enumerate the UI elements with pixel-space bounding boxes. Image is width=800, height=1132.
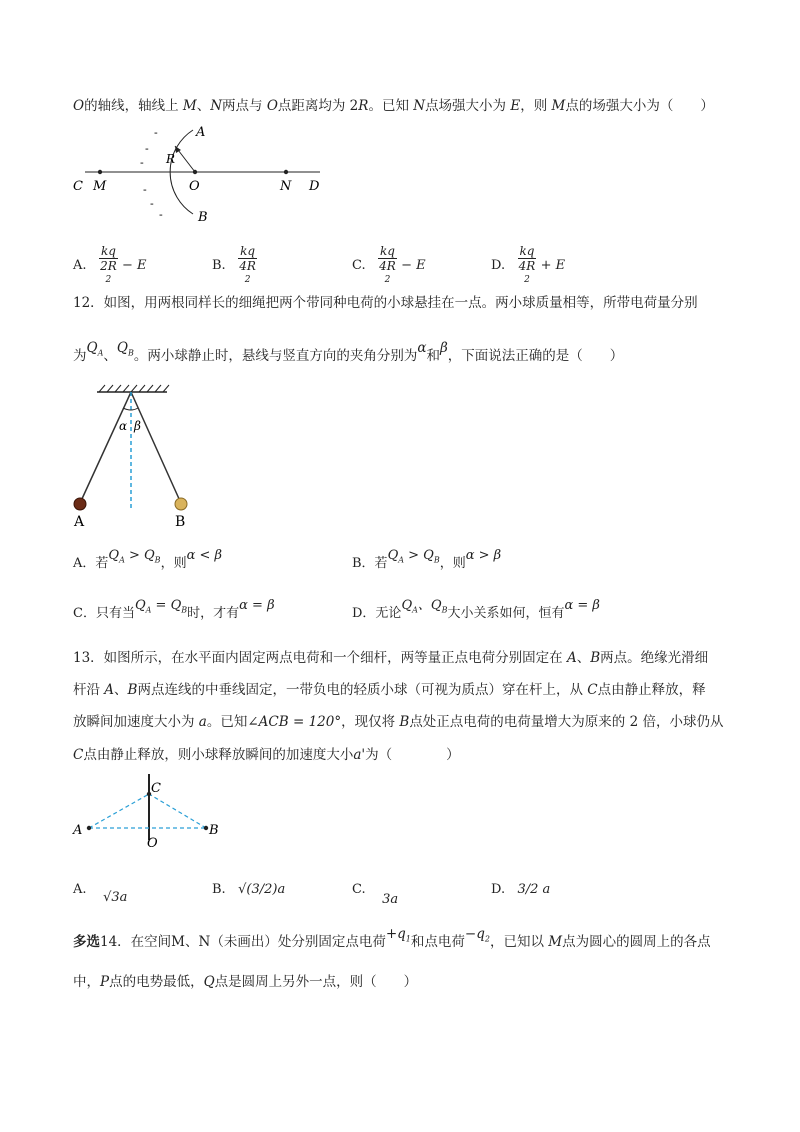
- text: 点由静止释放，释: [597, 682, 706, 698]
- label-o: O: [189, 179, 200, 194]
- result: α = β: [239, 598, 275, 613]
- text: 点场强大小为: [425, 98, 511, 114]
- label-b: B: [198, 210, 208, 225]
- option-text: C．只有当: [73, 606, 135, 621]
- text: 、: [114, 682, 128, 698]
- option-text: 大小关系如何，恒有: [447, 606, 565, 621]
- label-a: A: [73, 823, 83, 838]
- accel-a-prime: a': [353, 747, 366, 763]
- point-q: Q: [203, 974, 215, 990]
- condition: $Q_A > Q_B$: [387, 548, 440, 565]
- condition: $Q_A$、$Q_B$: [401, 598, 448, 615]
- option-letter: C.: [352, 258, 366, 273]
- text: 点距离均为 2: [277, 98, 359, 114]
- option-letter: A.: [73, 882, 87, 897]
- q13-option-c[interactable]: [352, 882, 399, 907]
- text: 、: [103, 348, 117, 364]
- point-m: M: [182, 98, 197, 114]
- option-expr: √(3/2)a: [238, 882, 286, 897]
- q12-option-a[interactable]: [73, 548, 223, 573]
- text: 为: [73, 348, 87, 364]
- label-alpha: α: [119, 419, 128, 433]
- text: 点的电势最低，: [109, 974, 204, 990]
- text: 中，: [73, 974, 100, 990]
- condition: $Q_A = Q_B$: [134, 598, 188, 615]
- beta: β: [439, 340, 448, 356]
- text: 、: [576, 650, 591, 666]
- label-d: D: [309, 179, 320, 194]
- q13-figure: [65, 772, 235, 857]
- point-m: M: [551, 98, 566, 114]
- accel-a: a: [198, 714, 207, 730]
- point-n: N: [210, 98, 223, 114]
- text: 两点与: [222, 98, 267, 114]
- minus-sign: -: [143, 183, 147, 196]
- multi-select-tag: 多选: [73, 934, 100, 950]
- q13-stem-line3: [73, 712, 723, 732]
- text: 。已知: [206, 714, 248, 730]
- option-text: ，则: [160, 556, 187, 571]
- q14-stem-line1: [73, 926, 711, 958]
- ball-a: [74, 498, 86, 510]
- q12-stem-line2: [73, 340, 624, 372]
- q11-figure: [65, 118, 335, 228]
- minus-sign: -: [145, 142, 149, 155]
- charge-qa: $Q_A$: [86, 340, 104, 358]
- text: 的轴线，轴线上: [84, 98, 183, 114]
- text: 。已知: [368, 98, 414, 114]
- text: 13．如图所示，在水平面内固定两点电荷和一个细杆，两等量正点电荷分别固定在: [73, 650, 567, 666]
- label-o: O: [147, 836, 158, 851]
- fraction: kq 2R 2: [100, 244, 117, 285]
- text: 两点连线的中垂线固定，一带负电的轻质小球（可视为质点）穿在杆上，从: [137, 682, 588, 698]
- q12-option-c[interactable]: [73, 598, 275, 623]
- q13-option-d[interactable]: [491, 882, 550, 897]
- label-a: A: [196, 125, 206, 140]
- point-b: B: [590, 650, 601, 666]
- q13-option-a[interactable]: [73, 882, 128, 905]
- dot-o: [193, 170, 197, 174]
- minus-sign: -: [159, 208, 163, 221]
- text: 和点电荷: [410, 934, 465, 950]
- point-o: O: [73, 98, 85, 114]
- dot-b: [204, 826, 208, 830]
- option-text: 时，才有: [187, 606, 240, 621]
- fraction: kq 4R 2: [518, 244, 536, 285]
- charge-q2: $-q_2$: [464, 926, 490, 944]
- text: 14．在空间M、N（未画出）处分别固定点电荷: [100, 934, 386, 950]
- charge-q1: $+q_1$: [385, 926, 411, 944]
- text: 点是圆周上另外一点，则（ ）: [214, 974, 418, 990]
- text: ，下面说法正确的是（ ）: [447, 348, 624, 364]
- label-b: B: [175, 514, 186, 530]
- option-tail: − E: [122, 258, 147, 273]
- text: 杆沿: [73, 682, 105, 698]
- q13-option-b[interactable]: [212, 882, 285, 897]
- text: 点的场强大小为（ ）: [565, 98, 714, 114]
- ball-b: [175, 498, 187, 510]
- text: ，已知以: [489, 934, 549, 950]
- q12-option-d[interactable]: [352, 598, 600, 623]
- result: α < β: [186, 548, 223, 563]
- dot-m: [98, 170, 102, 174]
- label-beta: β: [134, 419, 141, 433]
- q13-stem-line4: [73, 745, 460, 765]
- condition: $Q_A > Q_B$: [108, 548, 161, 565]
- option-tail: − E: [401, 258, 426, 273]
- point-c: C: [587, 682, 598, 698]
- radius-r: R: [358, 98, 369, 114]
- text: 为（ ）: [365, 747, 460, 763]
- result: α = β: [564, 598, 600, 613]
- minus-sign: -: [154, 126, 158, 139]
- text: 点为圆心的圆周上的各点: [562, 934, 711, 950]
- text: ，则: [520, 98, 552, 114]
- text: ，现仅将: [341, 714, 400, 730]
- text: 两点。绝缘光滑细: [600, 650, 709, 666]
- option-expr: 3/2 a: [517, 882, 551, 897]
- q13-stem-line2: [73, 680, 706, 700]
- option-letter: D.: [491, 258, 506, 273]
- option-text: ，则: [439, 556, 466, 571]
- field-e: E: [510, 98, 521, 114]
- result: α > β: [465, 548, 502, 563]
- option-text: D．无论: [352, 606, 402, 621]
- dashed-bc: [149, 794, 206, 828]
- dot-n: [284, 170, 288, 174]
- dot-a: [87, 826, 91, 830]
- option-text: A．若: [73, 556, 109, 571]
- q12-figure: [65, 380, 205, 530]
- option-letter: C.: [352, 882, 366, 897]
- q11-option-b[interactable]: [212, 244, 257, 287]
- q11-option-c[interactable]: [352, 244, 426, 287]
- q11-option-d[interactable]: [491, 244, 565, 287]
- option-expr: √3a: [103, 890, 128, 905]
- q12-stem-line1: 12．如图，用两根同样长的细绳把两个带同种电荷的小球悬挂在一点。两小球质量相等，所带电荷量分别: [73, 295, 698, 311]
- option-letter: D.: [491, 882, 506, 897]
- text: 点由静止释放，则小球释放瞬间的加速度大小: [83, 747, 354, 763]
- q12-option-b[interactable]: [352, 548, 502, 573]
- option-expr: 3a: [382, 892, 399, 907]
- point-b: B: [399, 714, 410, 730]
- alpha: α: [417, 340, 427, 356]
- angle-acb: ∠ACB = 120°: [247, 714, 342, 730]
- ceiling-hatch: [99, 385, 169, 392]
- string-b: [131, 392, 180, 501]
- text: 。两小球静止时，悬线与竖直方向的夹角分别为: [133, 348, 418, 364]
- label-n: N: [280, 179, 292, 194]
- label-c: C: [151, 781, 161, 796]
- charge-qb: $Q_B$: [116, 340, 134, 358]
- dashed-ac: [89, 794, 149, 828]
- point-a: A: [566, 650, 577, 666]
- q11-option-a[interactable]: [73, 244, 147, 287]
- point-a: A: [104, 682, 115, 698]
- label-m: M: [93, 179, 107, 194]
- option-letter: B.: [212, 882, 226, 897]
- point-o: O: [266, 98, 278, 114]
- q13-stem-line1: [73, 648, 708, 668]
- fraction: kq 4R 2: [379, 244, 396, 285]
- point-b: B: [127, 682, 138, 698]
- fraction: kq 4R 2: [239, 244, 256, 285]
- option-letter: A.: [73, 258, 87, 273]
- text: 和: [426, 348, 440, 364]
- label-r: R: [166, 152, 176, 166]
- label-b: B: [209, 823, 219, 838]
- minus-sign: -: [140, 156, 144, 169]
- option-text: B．若: [352, 556, 388, 571]
- point-n: N: [413, 98, 426, 114]
- label-a: A: [74, 514, 85, 530]
- label-c: C: [73, 179, 83, 194]
- text: 、: [196, 98, 211, 114]
- text: 放瞬间加速度大小为: [73, 714, 199, 730]
- text: 点处正点电荷的电荷量增大为原来的 2 倍，小球仍从: [409, 714, 724, 730]
- point-m: M: [548, 934, 563, 950]
- q11-stem-line: [73, 96, 714, 116]
- point-c: C: [73, 747, 84, 763]
- q14-stem-line2: [73, 972, 417, 992]
- point-p: P: [100, 974, 110, 990]
- option-letter: B.: [212, 258, 226, 273]
- minus-sign: -: [150, 197, 154, 210]
- option-tail: + E: [540, 258, 566, 273]
